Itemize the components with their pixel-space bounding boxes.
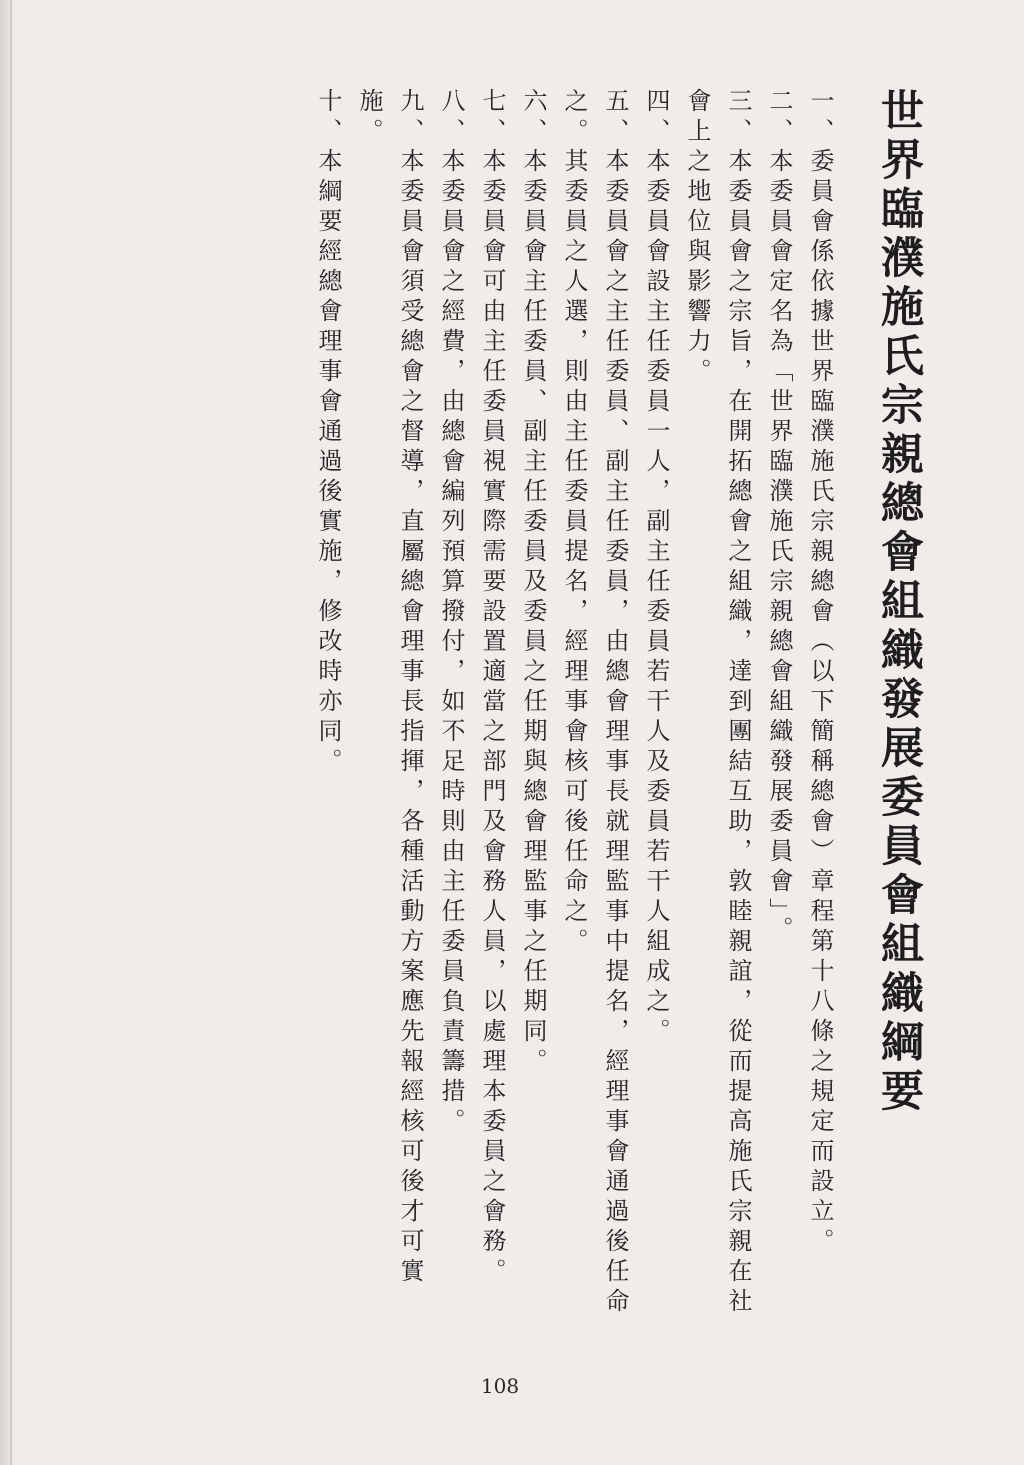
clause-number: 一、 (806, 88, 834, 148)
clause-5 (553, 88, 635, 1328)
clause-text: 本綱要經總會理事會通過後實施，修改時亦同。 (314, 148, 342, 778)
page-number: 108 (480, 1374, 520, 1398)
document-title: 世界臨濮施氏宗親總會組織發展委員會組織綱要 (874, 88, 924, 1117)
clause-1 (799, 88, 840, 1328)
clause-list (307, 88, 840, 1328)
clause-number: 六、 (519, 88, 547, 148)
clause-text: 本委員會之主任委員、副主任委員，由總會理事長就理監事中提名，經理事會通過後任命之。其委員之人選，則由主任委員提名，經理事會核可後任命之。 (560, 88, 629, 1318)
clause-number: 二、 (765, 88, 793, 148)
clause-text: 本委員會設主任委員一人，副主任委員若干人及委員若干人組成之。 (642, 148, 670, 1048)
clause-8 (430, 88, 471, 1328)
clause-number: 四、 (642, 88, 670, 148)
clause-text: 本委員會定名為「世界臨濮施氏宗親總會組織發展委員會」。 (765, 148, 793, 946)
clause-number: 八、 (437, 88, 465, 148)
clause-9 (348, 88, 430, 1328)
page-fold-line (10, 0, 12, 1465)
clause-10 (307, 88, 348, 1328)
page-binding-edge (0, 0, 16, 1465)
clause-number: 九、 (396, 88, 424, 148)
clause-text: 本委員會之宗旨，在開拓總會之組織，達到團結互助，敦睦親誼，從而提高施氏宗親在社會上之地位與影響力。 (683, 88, 752, 1318)
clause-6 (512, 88, 553, 1328)
clause-text: 委員會係依據世界臨濮施氏宗親總會（以下簡稱總會）章程第十八條之規定而設立。 (806, 148, 834, 1258)
clause-number: 三、 (724, 88, 752, 148)
clause-4 (635, 88, 676, 1328)
clause-number: 五、 (601, 88, 629, 148)
clause-number: 十、 (314, 88, 342, 148)
clause-text: 本委員會可由主任委員視實際需要設置適當之部門及會務人員，以處理本委員之會務。 (478, 148, 506, 1288)
clause-3 (676, 88, 758, 1328)
clause-2 (758, 88, 799, 1328)
clause-text: 本委員會須受總會之督導，直屬總會理事長指揮，各種活動方案應先報經核可後才可實施。 (355, 88, 424, 1288)
clause-7 (471, 88, 512, 1328)
clause-text: 本委員會主任委員、副主任委員及委員之任期與總會理監事之任期同。 (519, 148, 547, 1078)
clause-text: 本委員會之經費，由總會編列預算撥付，如不足時則由主任委員負責籌措。 (437, 148, 465, 1138)
clause-number: 七、 (478, 88, 506, 148)
